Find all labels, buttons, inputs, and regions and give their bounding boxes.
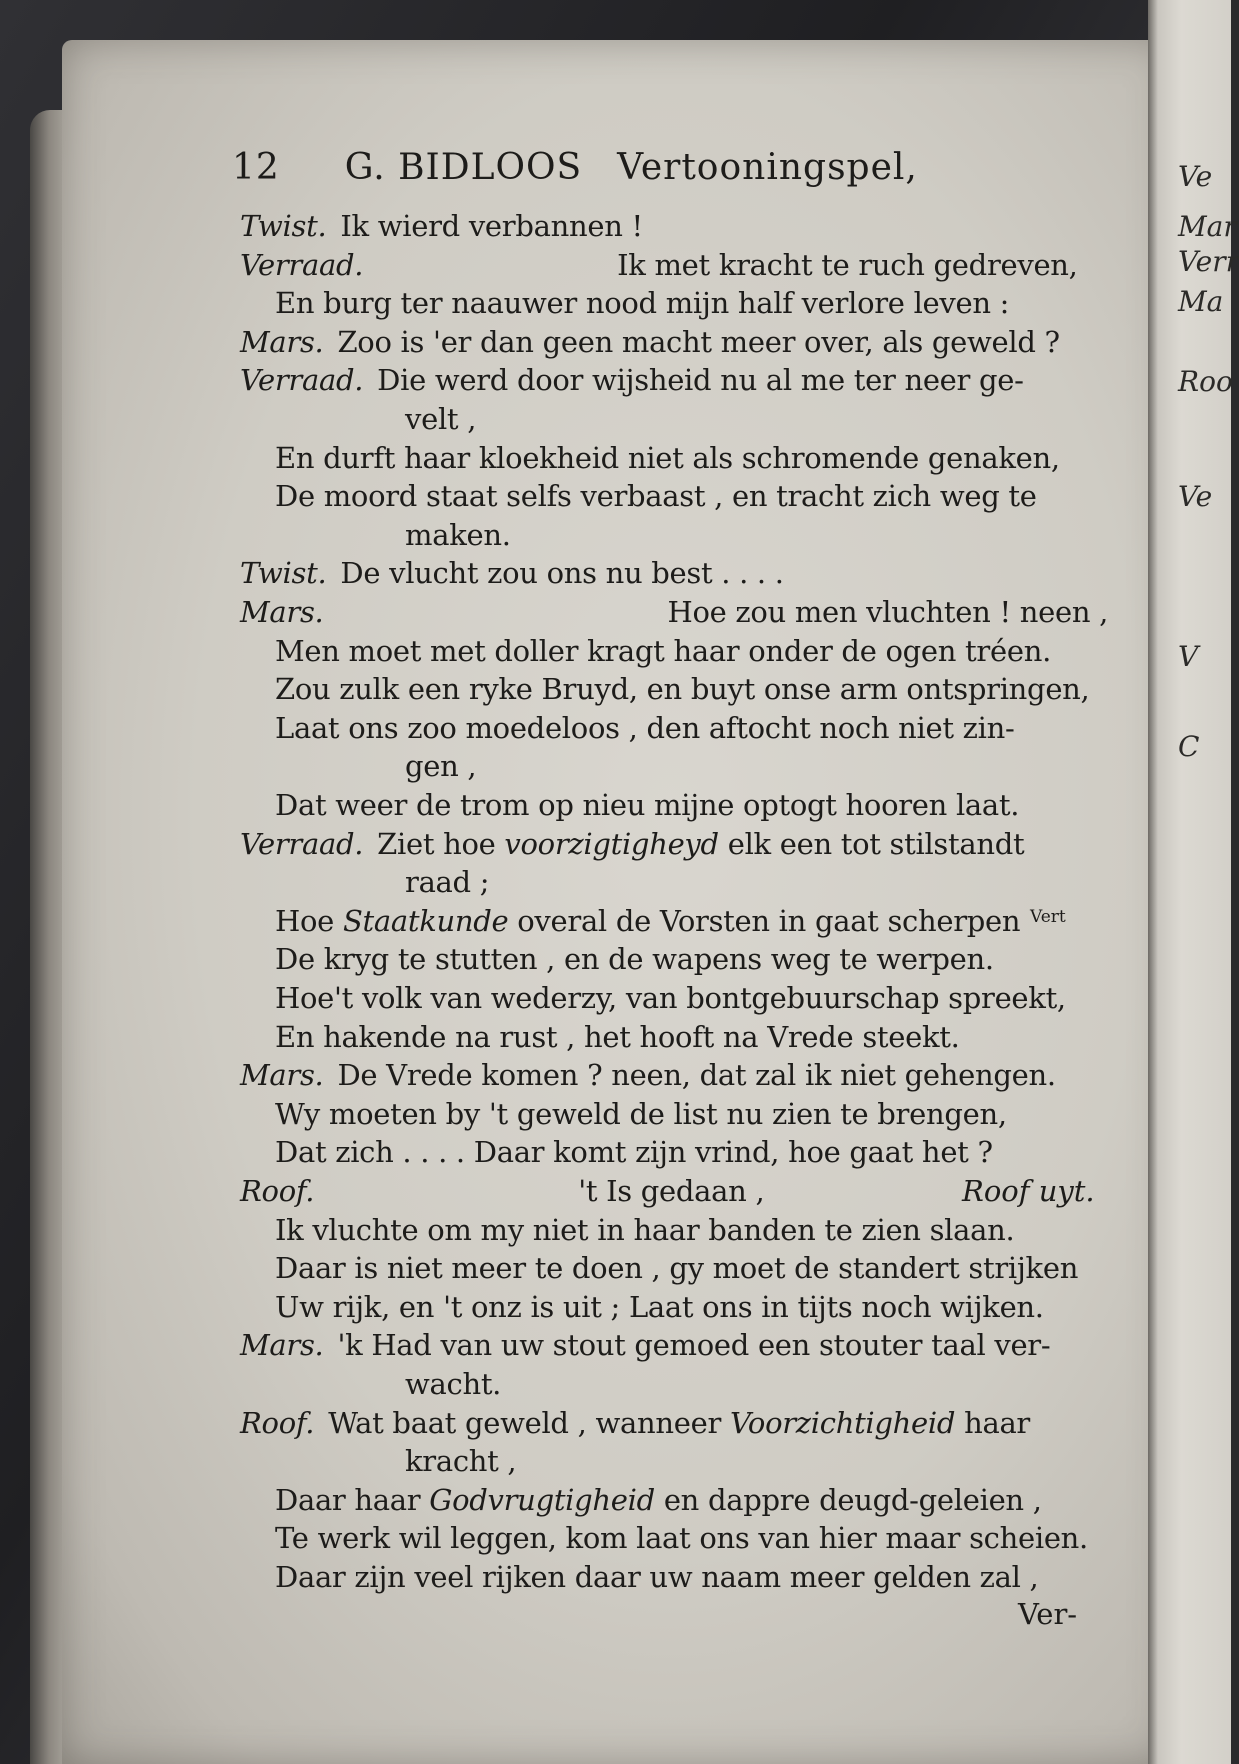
verse-line xyxy=(275,1019,960,1054)
verse-line xyxy=(240,1328,1051,1363)
verse-line xyxy=(275,440,1060,475)
line-text: En hakende na rust , het hooft na Vrede steekt. xyxy=(275,1019,960,1054)
verse-line xyxy=(405,749,477,784)
line-text: De vlucht zou ons nu best . . . . xyxy=(340,556,784,591)
verse-line xyxy=(240,209,643,243)
line-text: 't Is gedaan , xyxy=(578,1174,765,1208)
next-page-fragment: C xyxy=(1178,730,1200,763)
next-page-fragment: V xyxy=(1178,640,1199,673)
speaker-name: Twist. xyxy=(240,209,327,243)
line-text: velt , xyxy=(405,402,477,436)
line-text: Wy moeten by 't geweld de list nu zien te brengen, xyxy=(275,1096,1007,1131)
line-text: Laat ons zoo moedeloos , den aftocht noch niet zin- xyxy=(275,710,1015,745)
speaker-name: Roof. xyxy=(240,1405,315,1440)
verse-line xyxy=(275,633,1051,668)
verse-line xyxy=(405,1367,502,1401)
line-text: Hoe zou men vluchten ! neen , xyxy=(667,595,1109,629)
header-title: Vertooningspel, xyxy=(617,147,918,188)
verse-line xyxy=(240,595,1109,629)
verse-line xyxy=(240,363,1024,398)
line-text-pre: Ziet hoe xyxy=(377,826,505,861)
line-text: raad ; xyxy=(405,865,490,900)
verse-line xyxy=(240,1405,1030,1440)
line-text: maken. xyxy=(405,517,511,552)
speaker-name: Mars. xyxy=(240,1328,324,1363)
stage-direction: Roof uyt. xyxy=(962,1174,1095,1208)
running-header xyxy=(232,147,918,188)
line-text-pre: Hoe xyxy=(275,903,343,938)
line-text: Zoo is 'er dan geen macht meer over, als geweld ? xyxy=(337,324,1060,359)
next-page-fragment: Ma xyxy=(1178,285,1224,318)
line-text: Daar is niet meer te doen , gy moet de standert strijken xyxy=(275,1251,1079,1286)
verse-line xyxy=(275,1251,1079,1286)
line-text-post: elk een tot stilstandt xyxy=(718,826,1025,861)
speaker-name: Verraad. xyxy=(240,363,364,398)
line-text-italic: voorzigtigheyd xyxy=(504,826,719,861)
line-text: Zou zulk een ryke Bruyd, en buyt onse arm ontspringen, xyxy=(275,672,1090,707)
header-author: G. BIDLOOS xyxy=(344,147,583,188)
line-text: Ik wierd verbannen ! xyxy=(340,209,643,243)
verse-line xyxy=(275,903,1021,938)
verse-line xyxy=(275,672,1090,707)
speaker-name: Mars. xyxy=(240,1058,324,1093)
line-text-italic: Voorzichtigheid xyxy=(729,1405,956,1440)
line-text: Hoe't volk van wederzy, van bontgebuurschap spreekt, xyxy=(275,981,1066,1015)
verse-line xyxy=(275,1482,1042,1517)
next-page-fragment: Ve xyxy=(1178,160,1213,193)
margin-note: Vert xyxy=(1030,906,1066,927)
verse-line xyxy=(240,1058,1056,1093)
verse-line xyxy=(275,788,1020,822)
line-text-pre: Wat baat geweld , wanneer xyxy=(328,1405,730,1440)
line-text: gen , xyxy=(405,749,477,784)
line-text-italic: Staatkunde xyxy=(342,903,509,938)
verse-line xyxy=(405,402,477,436)
line-text: Daar zijn veel rijken daar uw naam meer gelden zal , xyxy=(275,1560,1039,1594)
verse-line xyxy=(240,247,1078,282)
line-text: Uw rijk, en 't onz is uit ; Laat ons in tijts noch wijken. xyxy=(275,1289,1044,1324)
verse-line xyxy=(240,1174,765,1208)
verse-line xyxy=(240,324,1060,359)
line-text-post: haar xyxy=(955,1405,1030,1440)
line-text: Te werk wil leggen, kom laat ons van hier maar scheien. xyxy=(275,1521,1088,1556)
line-text: Ik met kracht te ruch gedreven, xyxy=(617,247,1078,282)
line-text-post: overal de Vorsten in gaat scherpen xyxy=(508,903,1021,938)
speaker-name: Roof. xyxy=(240,1174,315,1208)
line-text: Men moet met doller kragt haar onder de ogen tréen. xyxy=(275,633,1051,668)
verse-line xyxy=(275,1212,1015,1247)
verse-line xyxy=(275,710,1015,745)
line-text: De kryg te stutten , en de wapens weg te werpen. xyxy=(275,942,994,977)
catchword: Ver- xyxy=(1018,1597,1078,1631)
verse-line xyxy=(275,1289,1044,1324)
line-text: De moord staat selfs verbaast , en tracht zich weg te xyxy=(275,479,1037,514)
verse-line xyxy=(275,286,1010,321)
line-text: De Vrede komen ? neen, dat zal ik niet gehengen. xyxy=(337,1058,1056,1093)
line-text: Die werd door wijsheid nu al me ter neer ge- xyxy=(377,363,1024,398)
next-page-fragment: Mar xyxy=(1178,210,1237,243)
speaker-name: Mars. xyxy=(240,324,324,359)
line-text-pre: Daar haar xyxy=(275,1482,430,1517)
line-text: En durft haar kloekheid niet als schromende genaken, xyxy=(275,440,1060,475)
speaker-name: Verraad. xyxy=(240,247,364,282)
verse-line xyxy=(275,981,1066,1015)
line-text: Dat zich . . . . Daar komt zijn vrind, hoe gaat het ? xyxy=(275,1135,993,1170)
next-page-fragment: Ve xyxy=(1178,480,1213,513)
verse-line xyxy=(240,556,784,591)
verse-line xyxy=(275,1521,1088,1556)
verse-line xyxy=(405,865,490,900)
verse-line xyxy=(405,1444,517,1479)
speaker-name: Verraad. xyxy=(240,826,364,861)
page-number: 12 xyxy=(232,147,280,188)
line-text: wacht. xyxy=(405,1367,502,1401)
speaker-name: Mars. xyxy=(240,595,324,629)
verse-line xyxy=(275,942,994,977)
line-text: 'k Had van uw stout gemoed een stouter taal ver- xyxy=(337,1328,1051,1363)
line-text-post: en dappre deugd-geleien , xyxy=(654,1482,1042,1517)
speaker-name: Twist. xyxy=(240,556,327,591)
verse-line xyxy=(275,479,1037,514)
line-text: kracht , xyxy=(405,1444,517,1479)
verse-line xyxy=(405,517,511,552)
verse-line xyxy=(240,826,1025,861)
verse-line xyxy=(275,1560,1039,1594)
verse-line xyxy=(275,1096,1007,1131)
next-page-fragment: Roo xyxy=(1178,365,1233,398)
line-text: Dat weer de trom op nieu mijne optogt hooren laat. xyxy=(275,788,1020,822)
next-page-fragment: Verr xyxy=(1178,245,1239,278)
verse-line xyxy=(275,1135,993,1170)
line-text: En burg ter naauwer nood mijn half verlore leven : xyxy=(275,286,1010,321)
line-text-italic: Godvrugtigheid xyxy=(429,1482,655,1517)
line-text: Ik vluchte om my niet in haar banden te zien slaan. xyxy=(275,1212,1015,1247)
